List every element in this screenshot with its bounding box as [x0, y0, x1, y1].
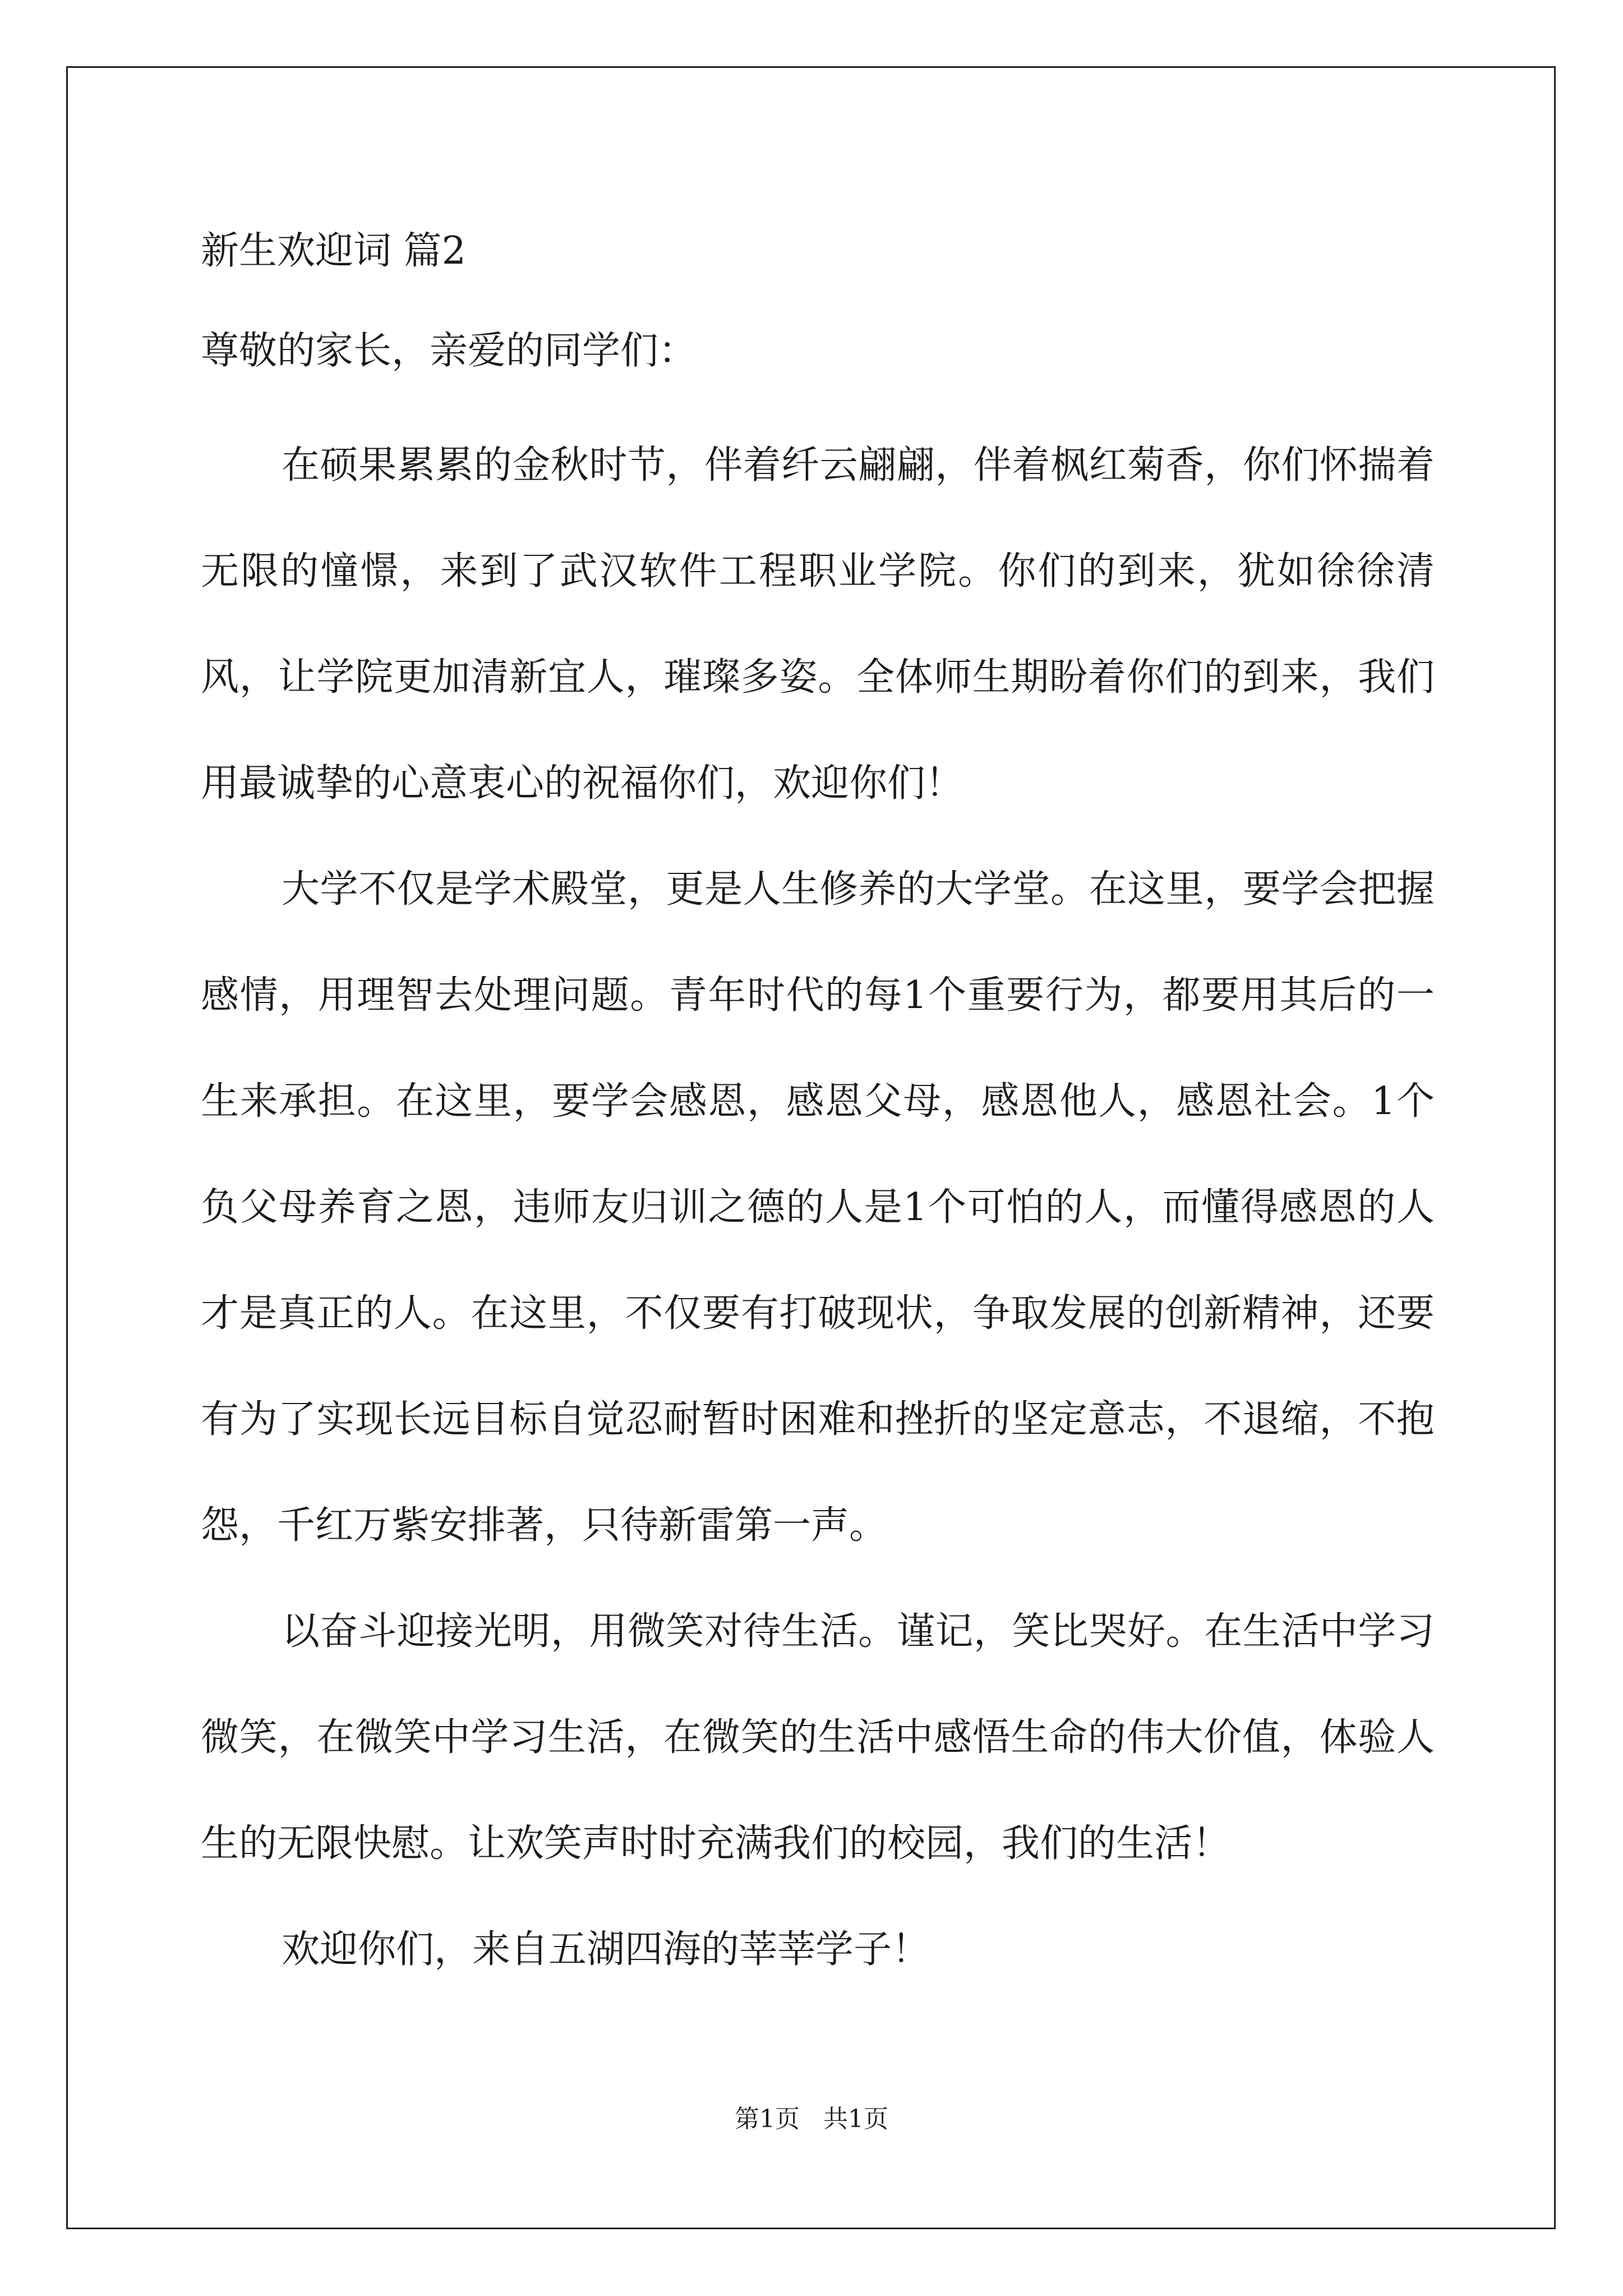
salutation: 尊敬的家长，亲爱的同学们： — [201, 329, 697, 373]
page-footer: 第1页 共1页 — [735, 2105, 888, 2133]
paragraph-4: 欢迎你们，来自五湖四海的莘莘学子！ — [282, 1927, 930, 1972]
paragraph-1: 在硕果累累的金秋时节，伴着纤云翩翩，伴着枫红菊香，你们怀揣着无限的憧憬，来到了武汉软件工程职业学院。你们的到来，犹如徐徐清风，让学院更加清新宜人，璀璨多姿。全体师生期盼着你们的到来，我们用最诚挚的心意衷心的祝福你们，欢迎你们！ — [201, 443, 1435, 806]
paragraph-2: 大学不仅是学术殿堂，更是人生修养的大学堂。在这里，要学会把握感情，用理智去处理问题。青年时代的每1个重要行为，都要用其后的一生来承担。在这里，要学会感恩，感恩父母，感恩他人，感恩社会。1个负父母养育之恩，违师友归训之德的人是1个可怕的人，而懂得感恩的人才是真正的人。在这里，不仅要有打破现状，争取发展的创新精神，还要有为了实现长远目标自觉忍耐暂时困难和挫折的坚定意志，不退缩，不抱怨，千红万紫安排著，只待新雷第一声。 — [201, 867, 1435, 1548]
document-title: 新生欢迎词 篇2 — [201, 229, 466, 273]
paragraph-3: 以奋斗迎接光明，用微笑对待生活。谨记，笑比哭好。在生活中学习微笑，在微笑中学习生活，在微笑的生活中感悟生命的伟大价值，体验人生的无限快慰。让欢笑声时时充满我们的校园，我们的生活！ — [201, 1609, 1435, 1866]
